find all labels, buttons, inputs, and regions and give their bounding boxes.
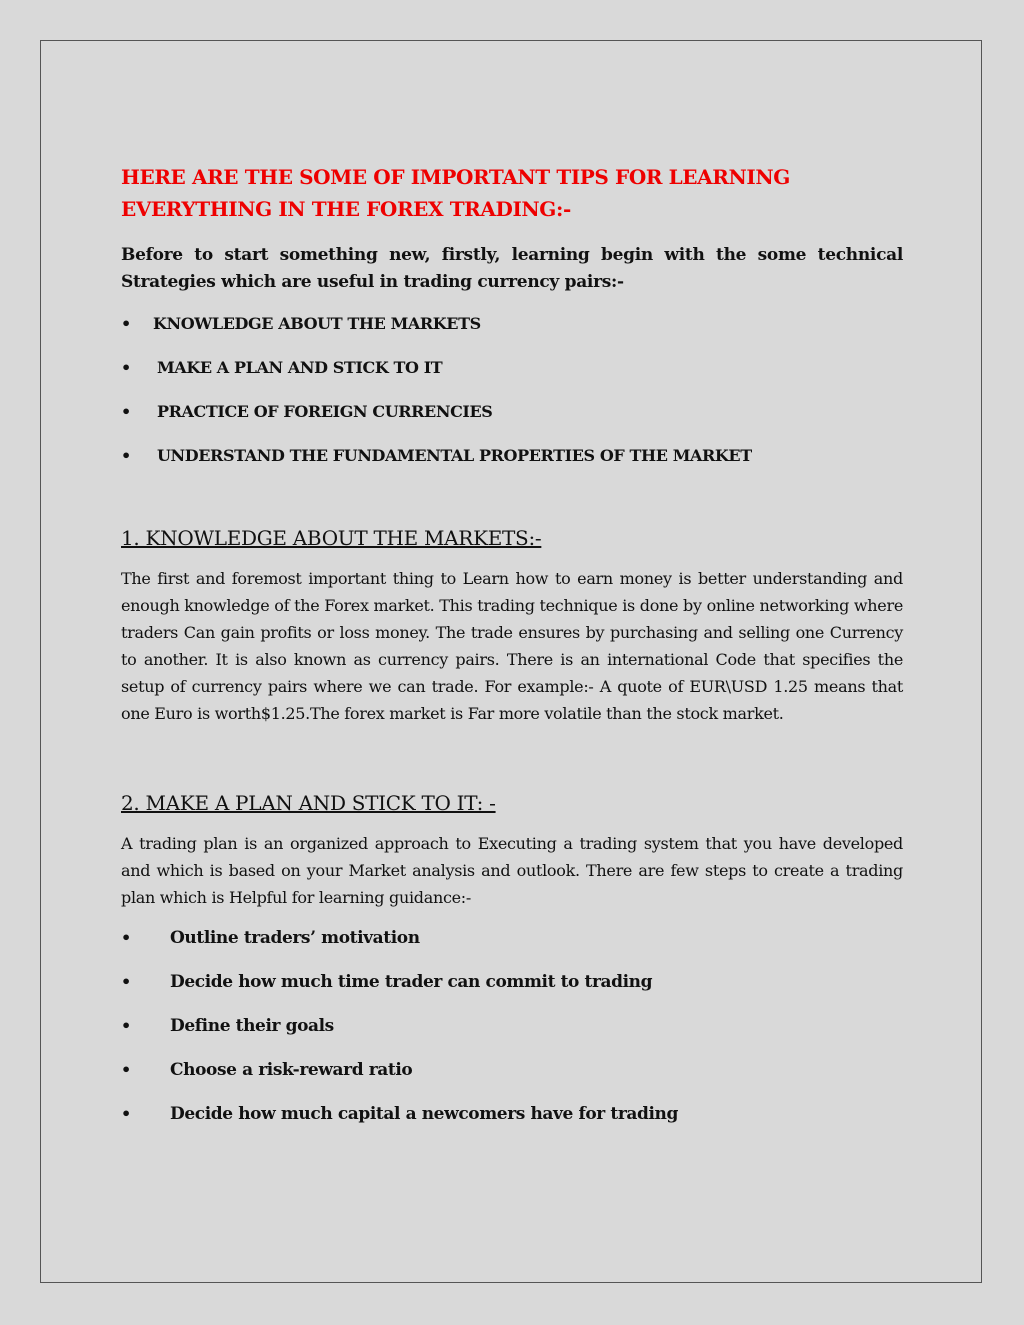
- tips-list: [121, 313, 903, 467]
- tip-label: MAKE A PLAN AND STICK TO IT: [157, 358, 443, 377]
- section-1-title: 1. KNOWLEDGE ABOUT THE MARKETS:-: [121, 526, 542, 550]
- tip-label: UNDERSTAND THE FUNDAMENTAL PROPERTIES OF THE MARKET: [157, 446, 752, 465]
- tip-item: [121, 313, 903, 335]
- steps-list: [121, 927, 903, 1125]
- step-label: Outline traders’ motivation: [170, 928, 420, 948]
- tip-item: [121, 445, 903, 467]
- intro-paragraph: Before to start something new, firstly, learning begin with the some technical Strategies which are useful in trading currency pairs:-: [121, 245, 903, 292]
- bullet-icon: •: [121, 402, 131, 421]
- bullet-icon: •: [121, 1104, 131, 1123]
- section-1-body: The first and foremost important thing to Learn how to earn money is better understanding and enough knowledge of the Forex market. This trading technique is done by online networking where traders Can gain profits or loss money. The trade ensures by purchasing and selling one Currency to another. It is also known as currency pairs. There is an international Code that specifies the setup of currency pairs where we can trade. For example:- A quote of EUR\USD 1.25 means that one Euro is worth$1.25.The forex market is Far more volatile than the stock market.: [121, 569, 903, 723]
- step-label: Choose a risk-reward ratio: [170, 1060, 413, 1080]
- step-item: [121, 1015, 903, 1037]
- bullet-icon: •: [121, 928, 131, 947]
- page-heading: HERE ARE THE SOME OF IMPORTANT TIPS FOR LEARNING EVERYTHING IN THE FOREX TRADING:-: [121, 165, 790, 221]
- bullet-icon: •: [121, 1016, 131, 1035]
- step-item: [121, 971, 903, 993]
- bullet-icon: •: [121, 972, 131, 991]
- bullet-icon: •: [121, 314, 131, 333]
- document-page: [40, 40, 982, 1283]
- tip-item: [121, 401, 903, 423]
- page-content: [121, 161, 903, 1147]
- step-label: Decide how much capital a newcomers have for trading: [170, 1104, 678, 1124]
- step-item: [121, 927, 903, 949]
- tip-label: PRACTICE OF FOREIGN CURRENCIES: [157, 402, 493, 421]
- section-2-title: 2. MAKE A PLAN AND STICK TO IT: -: [121, 791, 496, 815]
- tip-item: [121, 357, 903, 379]
- bullet-icon: •: [121, 358, 131, 377]
- section-2-body: A trading plan is an organized approach to Executing a trading system that you have developed and which is based on your Market analysis and outlook. There are few steps to create a trading plan which is Helpful for learning guidance:-: [121, 834, 903, 907]
- step-label: Decide how much time trader can commit to trading: [170, 972, 653, 992]
- tip-label: KNOWLEDGE ABOUT THE MARKETS: [153, 314, 481, 333]
- step-label: Define their goals: [170, 1016, 334, 1036]
- step-item: [121, 1103, 903, 1125]
- step-item: [121, 1059, 903, 1081]
- bullet-icon: •: [121, 446, 131, 465]
- bullet-icon: •: [121, 1060, 131, 1079]
